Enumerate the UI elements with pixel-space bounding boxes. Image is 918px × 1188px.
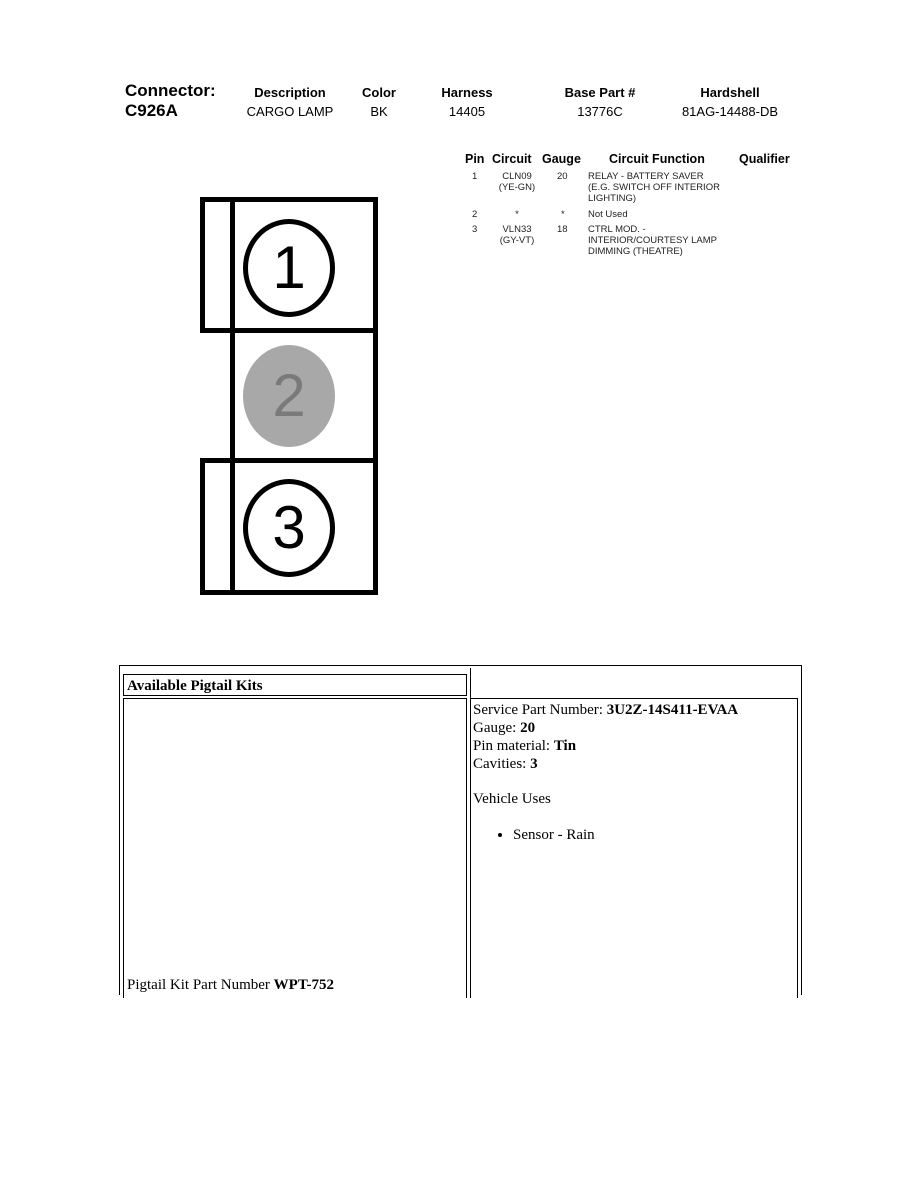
cavities-label: Cavities: [473,756,531,772]
service-part-line [473,701,795,719]
service-part-label: Service Part Number: [473,702,607,718]
pin-row-2-circuit: * [515,209,519,220]
pin-3-cavity: 3 [243,479,335,577]
header-base-part: Base Part # [564,85,636,100]
connector-label: Connector: [125,81,216,100]
pin-header-circuit: Circuit [492,152,532,166]
vehicle-uses-label: Vehicle Uses [473,791,551,807]
pin-header-qualifier: Qualifier [739,152,790,166]
value-harness: 14405 [448,104,486,119]
pin-row-1-gauge: 20 [557,171,568,182]
pin-row-3-pin: 3 [472,224,478,235]
pin-row-1-function: RELAY - BATTERY SAVER (E.G. SWITCH OFF INTERIOR LIGHTING) [588,171,720,204]
value-hardshell: 81AG-14488-DB [681,104,779,119]
value-base-part: 13776C [577,104,623,119]
pin-row-2-function: Not Used [588,209,628,220]
pin-row-2-gauge: * [561,209,565,220]
pin-row-3-function: CTRL MOD. - INTERIOR/COURTESY LAMP DIMMING (THEATRE) [588,224,717,257]
cavities-value: 3 [530,756,538,772]
value-color: BK [370,104,388,119]
header-harness: Harness [441,85,493,100]
header-description: Description [254,85,326,100]
vehicle-use-item: • Sensor - Rain [513,826,795,844]
pin-row-2-pin: 2 [472,209,478,220]
service-part-number: 3U2Z-14S411-EVAA [606,702,739,718]
vehicle-uses-list [473,826,795,844]
pigtail-header-empty [470,668,798,698]
pigtail-kit-cell [123,698,467,998]
gauge-label: Gauge: [473,720,521,736]
pin-material-value: Tin [553,738,577,754]
gauge-line [473,719,795,737]
cavities-line [473,755,795,773]
pigtail-title: Available Pigtail Kits [123,674,467,696]
pigtail-kit-number: WPT-752 [273,977,334,993]
value-description: CARGO LAMP [246,104,334,119]
pin-2-cavity: 2 [243,345,335,447]
pin-row-3-circuit: VLN33 (GY-VT) [499,224,535,246]
pin-header-gauge: Gauge [542,152,581,166]
connector-id: C926A [125,101,178,120]
header-color: Color [362,85,396,100]
pin-header-pin: Pin [465,152,485,166]
pin-header-function: Circuit Function [609,152,705,166]
pigtail-kit-part-number [127,976,334,994]
gauge-value: 20 [520,720,536,736]
pin-row-3-gauge: 18 [557,224,568,235]
connector-diagram [200,195,380,595]
pin-1-cavity: 1 [243,219,335,317]
divider-1 [230,328,378,333]
pigtail-table [119,665,802,995]
pigtail-kit-label: Pigtail Kit Part Number [127,977,274,993]
inner-rail [230,197,235,595]
pin-row-1-circuit: CLN09 (YE-GN) [498,171,536,193]
pin-material-line [473,737,795,755]
pigtail-detail-cell [470,698,798,998]
pin-row-1-pin: 1 [472,171,478,182]
header-hardshell: Hardshell [700,85,760,100]
pin-material-label: Pin material: [473,738,554,754]
